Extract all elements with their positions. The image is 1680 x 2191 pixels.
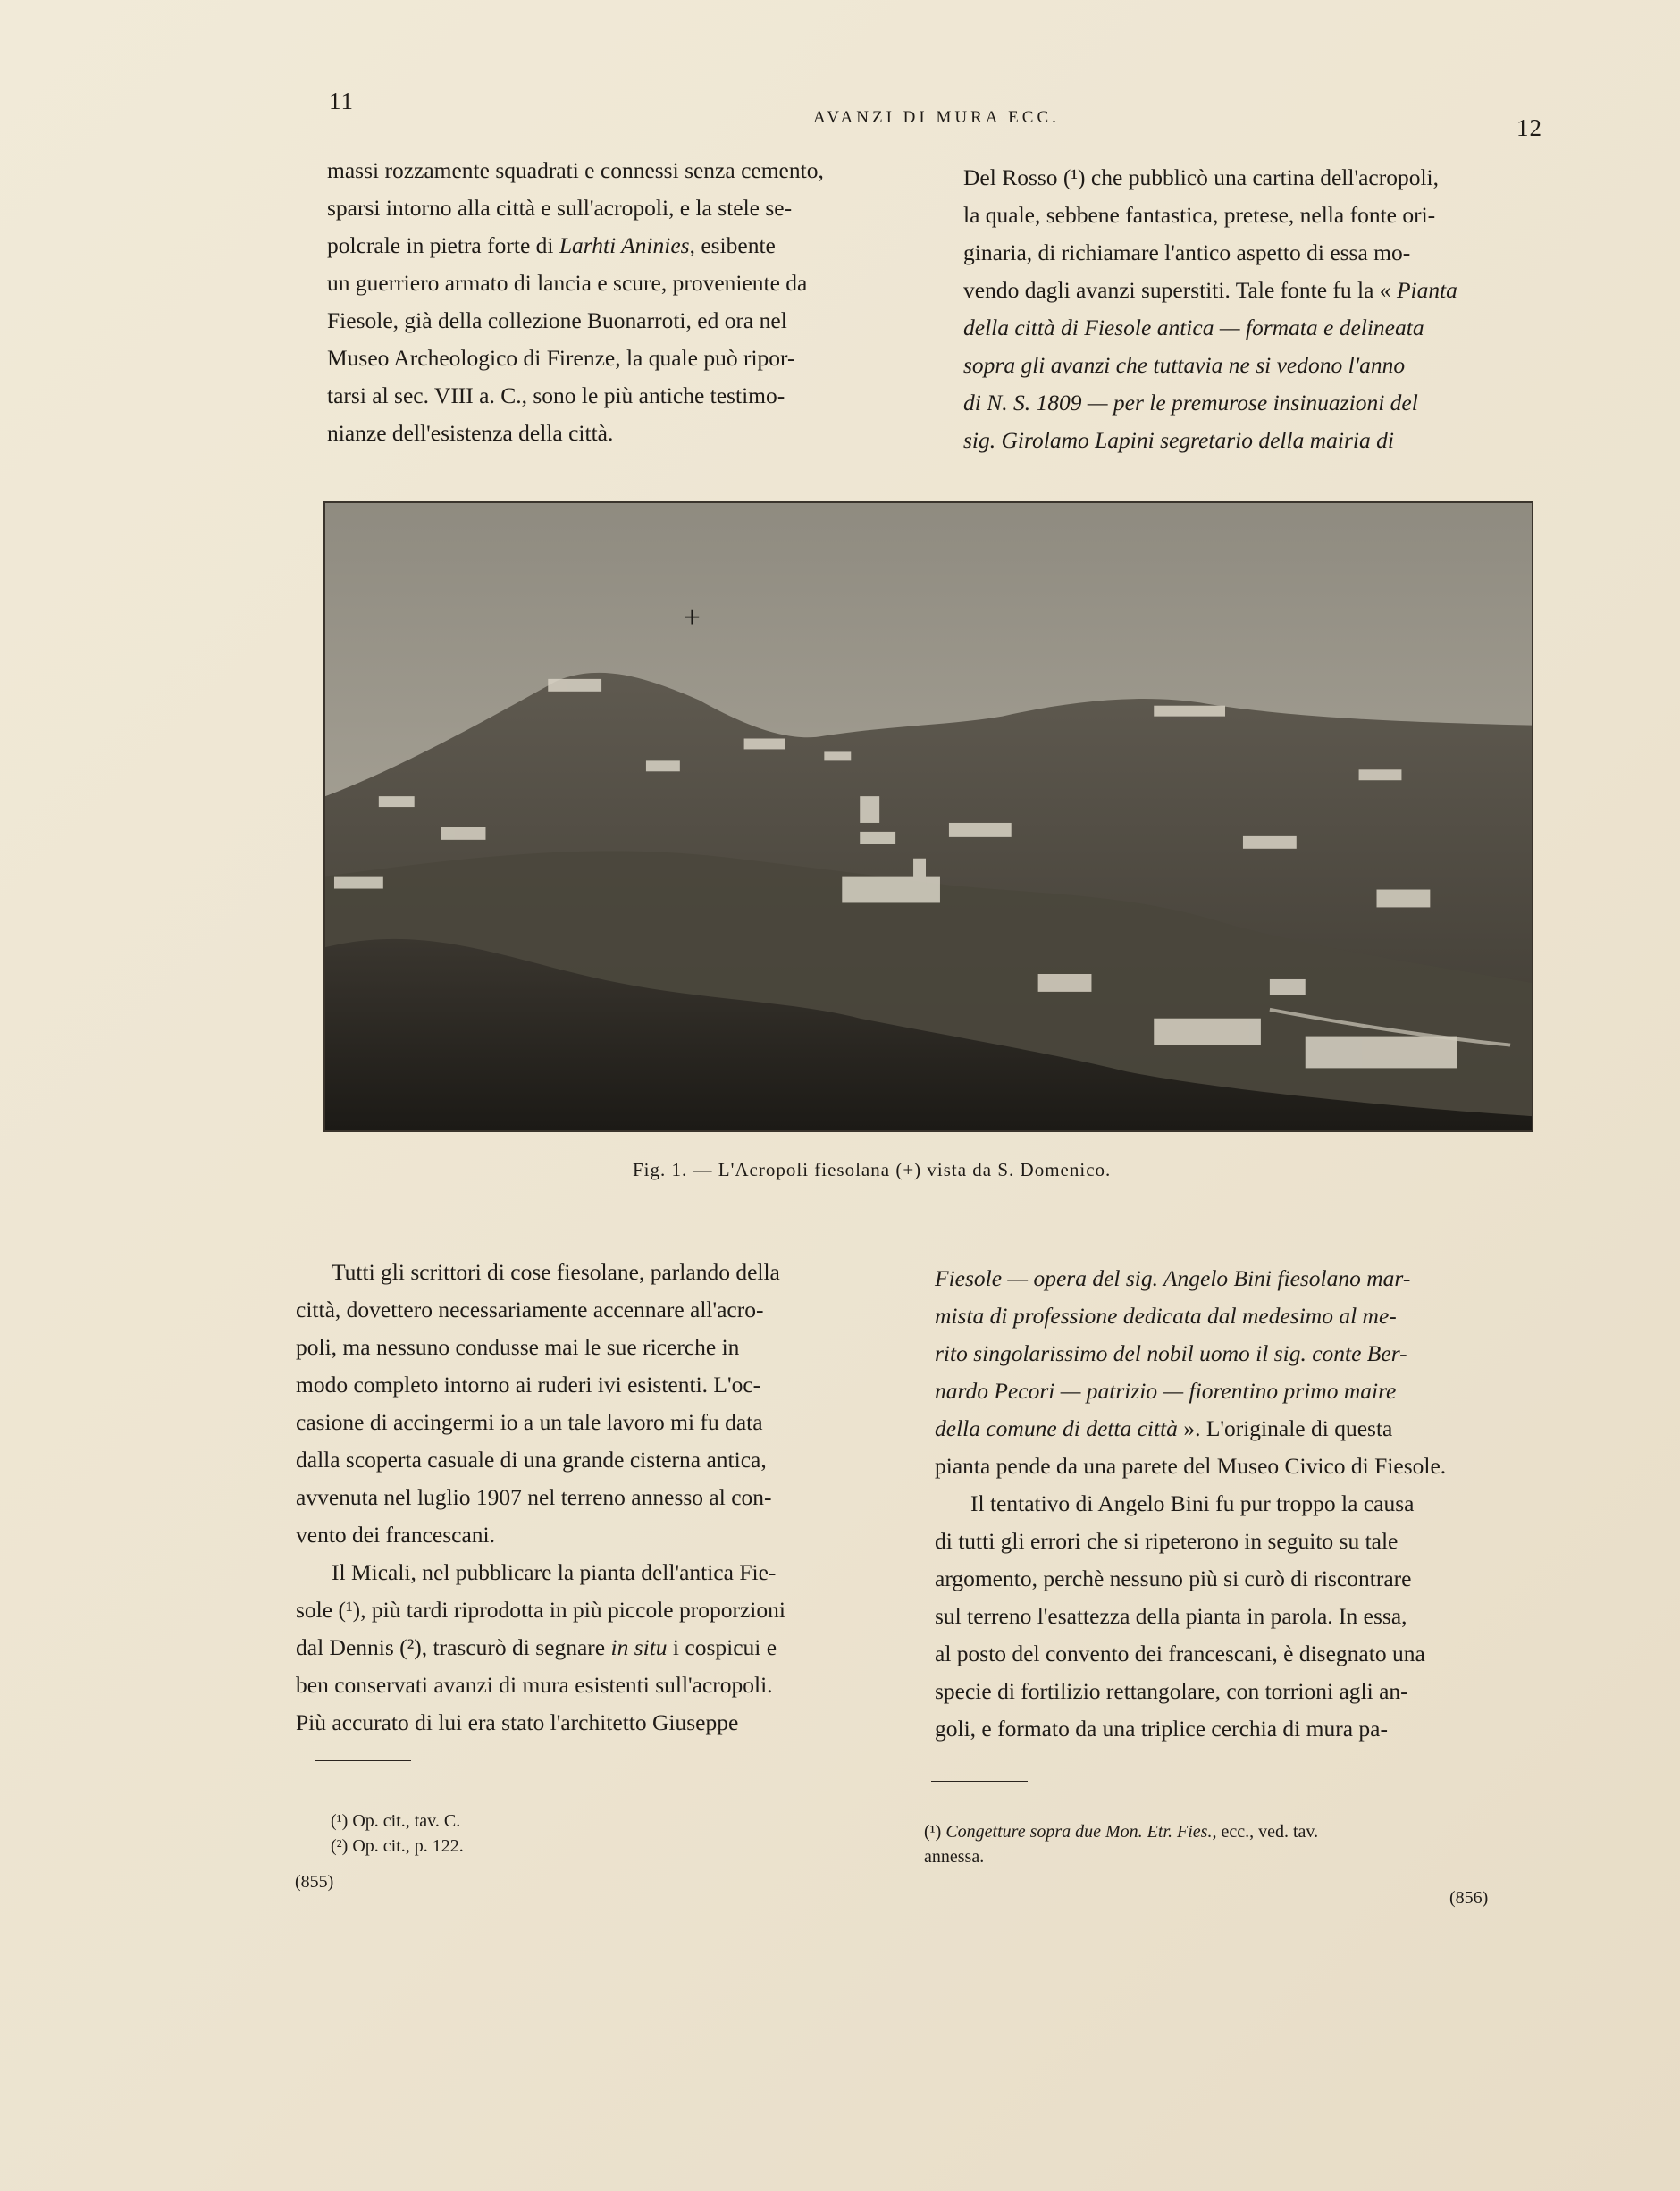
text-line: Tutti gli scrittori di cose fiesolane, parlando della bbox=[332, 1259, 780, 1285]
text-line: vendo dagli avanzi superstiti. Tale fonte fu la « Pianta bbox=[963, 277, 1457, 303]
text-line: Museo Archeologico di Firenze, la quale può ripor- bbox=[327, 345, 795, 371]
text-line: al posto del convento dei francescani, è disegnato una bbox=[935, 1641, 1425, 1666]
cross-mark: + bbox=[683, 601, 701, 635]
text-line: di tutti gli errori che si ripeterono in seguito su tale bbox=[935, 1528, 1399, 1554]
text-line: Più accurato di lui era stato l'architetto Giuseppe bbox=[296, 1709, 739, 1735]
text-line: argomento, perchè nessuno più si curò di riscontrare bbox=[935, 1566, 1412, 1591]
bottom-left-text-column bbox=[296, 1254, 878, 1742]
text-line: un guerriero armato di lancia e scure, proveniente da bbox=[327, 270, 808, 296]
photo-artwork bbox=[325, 503, 1532, 1130]
text-line: casione di accingermi io a un tale lavoro mi fu data bbox=[296, 1409, 763, 1435]
text-line: pianta pende da una parete del Museo Civico di Fiesole. bbox=[935, 1453, 1447, 1479]
text-line: Fiesole, già della collezione Buonarroti, ed ora nel bbox=[327, 307, 787, 333]
text-line: vento dei francescani. bbox=[296, 1522, 496, 1548]
text-line: Fiesole — opera del sig. Angelo Bini fiesolano mar- bbox=[935, 1265, 1411, 1291]
text-line: (¹) Op. cit., tav. C. bbox=[331, 1811, 461, 1831]
folio-right: (856) bbox=[1449, 1888, 1489, 1908]
text-line: nardo Pecori — patrizio — fiorentino primo maire bbox=[935, 1378, 1397, 1404]
text-line: poli, ma nessuno condusse mai le sue ricerche in bbox=[296, 1334, 740, 1360]
text-line: modo completo intorno ai ruderi ivi esistenti. L'oc- bbox=[296, 1372, 761, 1398]
text-line: massi rozzamente squadrati e connessi senza cemento, bbox=[327, 157, 824, 183]
text-line: tarsi al sec. VIII a. C., sono le più antiche testimo- bbox=[327, 382, 785, 408]
footnote-rule-right bbox=[931, 1781, 1028, 1782]
text-line: della comune di detta città ». L'originale di questa bbox=[935, 1415, 1393, 1441]
text-line: nianze dell'esistenza della città. bbox=[327, 420, 614, 446]
bottom-right-text-column bbox=[935, 1260, 1512, 1748]
text-line: annessa. bbox=[924, 1847, 985, 1867]
text-line: della città di Fiesole antica — formata e delineata bbox=[963, 315, 1424, 340]
text-line: (²) Op. cit., p. 122. bbox=[331, 1836, 464, 1856]
text-line: ben conservati avanzi di mura esistenti sull'acropoli. bbox=[296, 1672, 773, 1698]
top-right-text-column bbox=[963, 159, 1539, 459]
text-line: sole (¹), più tardi riprodotta in più piccole proporzioni bbox=[296, 1597, 785, 1623]
text-line: Del Rosso (¹) che pubblicò una cartina dell'acropoli, bbox=[963, 164, 1439, 190]
landscape-photograph bbox=[323, 501, 1533, 1132]
text-line: polcrale in pietra forte di Larhti Aninies, esibente bbox=[327, 232, 776, 258]
text-line: sparsi intorno alla città e sull'acropoli, e la stele se- bbox=[327, 195, 793, 221]
page-number-right: 12 bbox=[1516, 114, 1542, 141]
text-line: rito singolarissimo del nobil uomo il sig. conte Ber- bbox=[935, 1340, 1407, 1366]
text-line: la quale, sebbene fantastica, pretese, nella fonte ori- bbox=[963, 202, 1436, 228]
text-line: mista di professione dedicata dal medesimo al me- bbox=[935, 1303, 1397, 1329]
text-line: avvenuta nel luglio 1907 nel terreno annesso al con- bbox=[296, 1484, 772, 1510]
text-line: dal Dennis (²), trascurò di segnare in situ i cospicui e bbox=[296, 1634, 777, 1660]
text-line: ginaria, di richiamare l'antico aspetto di essa mo- bbox=[963, 239, 1411, 265]
text-line: Il Micali, nel pubblicare la pianta dell'antica Fie- bbox=[332, 1559, 777, 1585]
text-line: di N. S. 1809 — per le premurose insinuazioni del bbox=[963, 390, 1418, 416]
figure-caption: Fig. 1. — L'Acropoli fiesolana (+) vista da S. Domenico. bbox=[633, 1159, 1112, 1180]
top-left-text-column bbox=[327, 152, 906, 452]
text-line: (¹) Congetture sopra due Mon. Etr. Fies., ecc., ved. tav. bbox=[924, 1822, 1319, 1842]
text-line: città, dovettero necessariamente accennare all'acro- bbox=[296, 1297, 764, 1322]
page-number-left: 11 bbox=[329, 88, 354, 114]
text-line: sig. Girolamo Lapini segretario della mairia di bbox=[963, 427, 1394, 453]
folio-left: (855) bbox=[295, 1872, 334, 1892]
text-line: specie di fortilizio rettangolare, con torrioni agli an- bbox=[935, 1678, 1408, 1704]
text-line: sopra gli avanzi che tuttavia ne si vedono l'anno bbox=[963, 352, 1406, 378]
text-line: sul terreno l'esattezza della pianta in parola. In essa, bbox=[935, 1603, 1407, 1629]
text-line: dalla scoperta casuale di una grande cisterna antica, bbox=[296, 1447, 767, 1473]
text-line: goli, e formato da una triplice cerchia di mura pa- bbox=[935, 1716, 1388, 1742]
running-title: AVANZI DI MURA ECC. bbox=[813, 108, 1060, 127]
footnotes-left bbox=[331, 1809, 464, 1859]
text-line: Il tentativo di Angelo Bini fu pur troppo la causa bbox=[970, 1490, 1415, 1516]
footnotes-right bbox=[924, 1819, 1550, 1869]
footnote-rule-left bbox=[315, 1760, 411, 1761]
